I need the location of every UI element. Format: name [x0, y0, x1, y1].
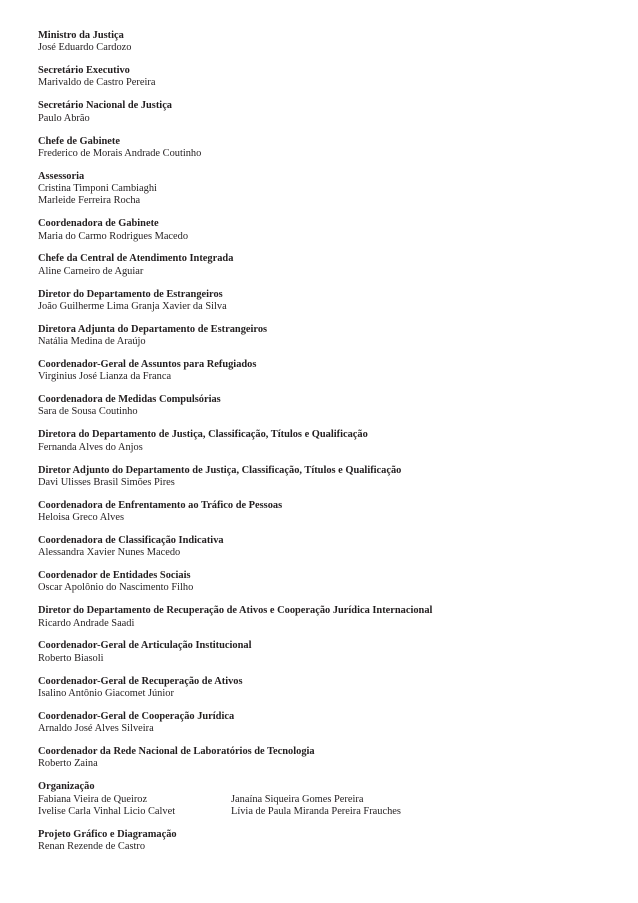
credit-block-organizacao [38, 781, 618, 818]
credit-name: Isalino Antônio Giacomet Júnior [38, 687, 174, 699]
credit-name: Frederico de Morais Andrade Coutinho [38, 147, 202, 159]
credit-role: Coordenador-Geral de Cooperação Jurídica [38, 710, 235, 722]
credit-block [38, 640, 618, 665]
credit-block [38, 136, 618, 161]
credit-role: Coordenadora de Classificação Indicativa [38, 534, 224, 546]
credit-block [38, 218, 618, 243]
credit-name: Oscar Apolônio do Nascimento Filho [38, 582, 194, 594]
credit-role: Coordenador da Rede Nacional de Laboratórios de Tecnologia [38, 746, 315, 758]
credit-block [38, 65, 618, 90]
credit-role: Diretora Adjunta do Departamento de Estrangeiros [38, 323, 268, 335]
credit-role: Chefe da Central de Atendimento Integrada [38, 253, 234, 265]
credit-name: Renan Rezende de Castro [38, 841, 146, 853]
credit-role: Chefe de Gabinete [38, 135, 120, 147]
credit-role: Coordenador-Geral de Articulação Institucional [38, 640, 252, 652]
credit-role: Coordenador de Entidades Sociais [38, 570, 191, 582]
credit-name: Marivaldo de Castro Pereira [38, 77, 156, 89]
credit-role: Projeto Gráfico e Diagramação [38, 828, 177, 840]
credit-name: Ivelise Carla Vinhal Licio Calvet [38, 805, 176, 817]
organizacao-names [38, 794, 618, 819]
credit-role: Assessoria [38, 170, 85, 182]
credit-role: Organização [38, 781, 95, 793]
credit-name: Arnaldo José Alves Silveira [38, 723, 154, 735]
credit-name: Natália Medina de Araújo [38, 336, 146, 348]
credit-block [38, 605, 618, 630]
credit-role: Diretor do Departamento de Estrangeiros [38, 288, 223, 300]
credit-block [38, 465, 618, 490]
credit-block [38, 253, 618, 278]
credit-name: Marleide Ferreira Rocha [38, 195, 141, 207]
credit-name: Cristina Timponi Cambiaghi [38, 183, 157, 195]
credits-list [38, 30, 618, 864]
credit-name: Roberto Biasoli [38, 652, 104, 664]
credit-role: Diretor Adjunto do Departamento de Justiça, Classificação, Títulos e Qualificação [38, 464, 402, 476]
credit-name: Lívia de Paula Miranda Pereira Frauches [231, 805, 401, 817]
credit-name: Fernanda Alves do Anjos [38, 441, 143, 453]
credit-block [38, 171, 618, 208]
credit-name: Aline Carneiro de Aguiar [38, 265, 144, 277]
credit-role: Coordenadora de Medidas Compulsórias [38, 394, 221, 406]
credit-name: Roberto Zaina [38, 758, 98, 770]
credit-role: Diretor do Departamento de Recuperação de Ativos e Cooperação Jurídica Internacional [38, 605, 433, 617]
credit-block [38, 359, 618, 384]
credit-role: Secretário Nacional de Justiça [38, 100, 172, 112]
credit-name: João Guilherme Lima Granja Xavier da Silva [38, 300, 227, 312]
credit-block [38, 500, 618, 525]
credit-role: Ministro da Justiça [38, 30, 124, 41]
credit-name: Fabiana Vieira de Queiroz [38, 793, 148, 805]
credit-block [38, 711, 618, 736]
credit-block [38, 535, 618, 560]
credit-block [38, 100, 618, 125]
credit-role: Coordenadora de Enfrentamento ao Tráfico de Pessoas [38, 499, 283, 511]
credit-name: Davi Ulisses Brasil Simões Pires [38, 476, 175, 488]
credit-block [38, 289, 618, 314]
credit-role: Coordenador-Geral de Assuntos para Refugiados [38, 358, 257, 370]
credit-block [38, 746, 618, 771]
credit-name: Ricardo Andrade Saadi [38, 617, 135, 629]
credit-name: Alessandra Xavier Nunes Macedo [38, 547, 181, 559]
credit-block [38, 30, 618, 55]
credit-block [38, 394, 618, 419]
credit-role: Secretário Executivo [38, 65, 130, 77]
credit-block [38, 570, 618, 595]
credit-role: Coordenador-Geral de Recuperação de Ativos [38, 675, 243, 687]
credit-name: Maria do Carmo Rodrigues Macedo [38, 230, 189, 242]
credit-name: Heloisa Greco Alves [38, 512, 124, 524]
credit-role: Diretora do Departamento de Justiça, Classificação, Títulos e Qualificação [38, 429, 368, 441]
credit-name: Paulo Abrão [38, 112, 90, 124]
credit-name: Virginius José Lianza da Franca [38, 371, 172, 383]
credit-block [38, 676, 618, 701]
credit-name: José Eduardo Cardozo [38, 42, 132, 54]
credit-role: Coordenadora de Gabinete [38, 218, 159, 230]
credit-block [38, 429, 618, 454]
credit-name: Sara de Sousa Coutinho [38, 406, 138, 418]
credit-name: Janaína Siqueira Gomes Pereira [231, 793, 364, 805]
credit-block-projeto [38, 829, 618, 854]
credit-block [38, 324, 618, 349]
